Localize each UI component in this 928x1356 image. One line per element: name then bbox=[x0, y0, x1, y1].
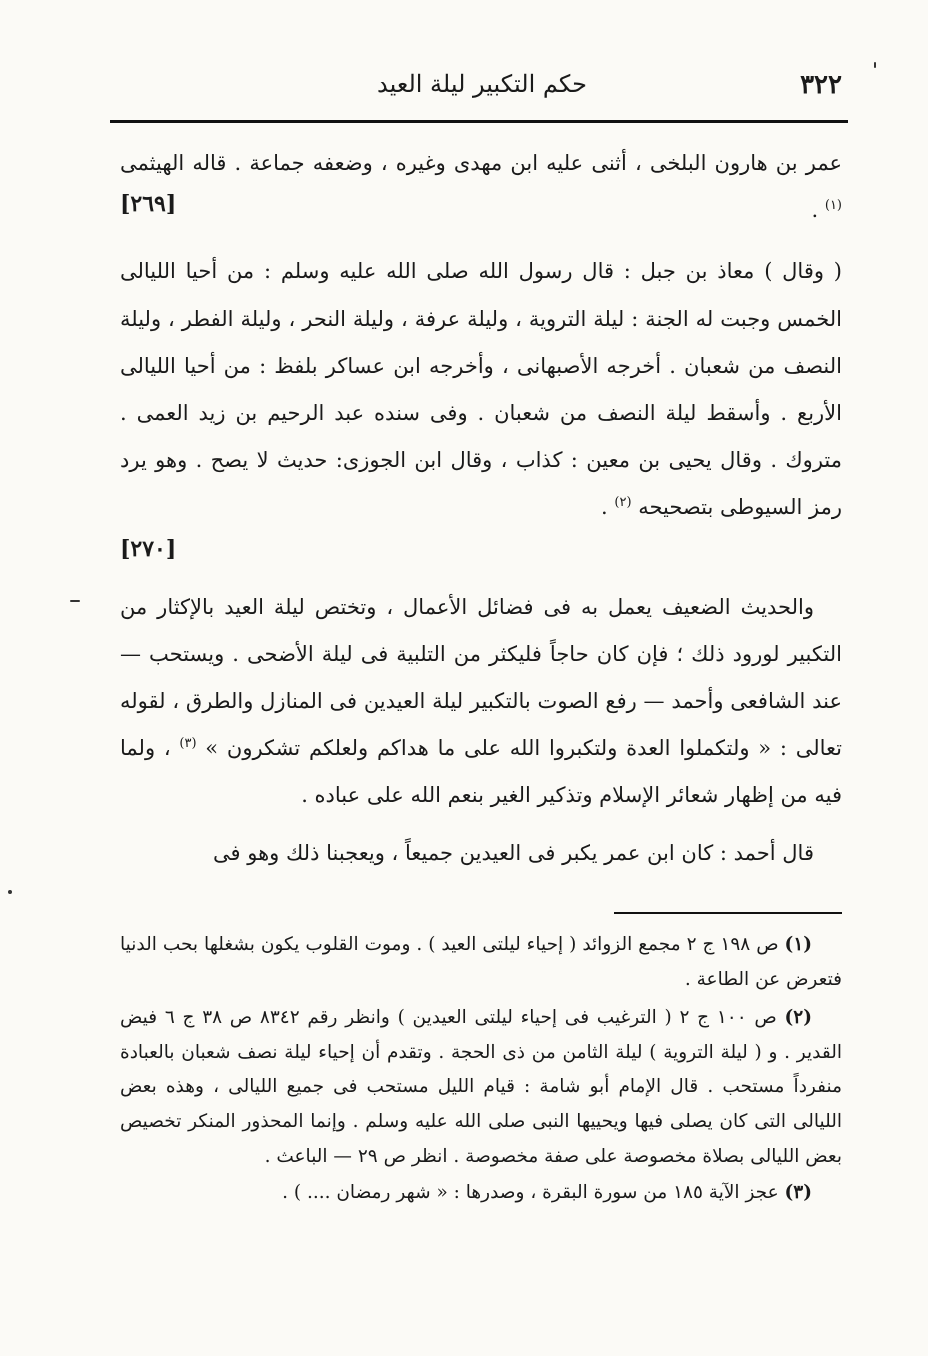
footnote-marker: (١) bbox=[824, 198, 842, 214]
main-text bbox=[120, 140, 842, 877]
footnote-text: ص ١٩٨ ج ٢ مجمع الزوائد ( إحياء ليلتى العيد ) . وموت القلوب يكون بشغلها بحب الدنيا فتعرض عن الطاعة . bbox=[120, 934, 842, 990]
footnote-1 bbox=[120, 928, 842, 997]
hadith-reference-number: [٢٧٠] bbox=[120, 535, 177, 562]
footnote-2 bbox=[120, 1001, 842, 1174]
paragraph-text: قال أحمد : كان ابن عمر يكبر فى العيدين جميعاً ، ويعجبنا ذلك وهو فى bbox=[213, 840, 814, 865]
footnote-text: ص ١٠٠ ج ٢ ( الترغيب فى إحياء ليلتى العيدين ) وانظر رقم ٨٣٤٢ ص ٣٨ ج ٦ فيض القدير . و ( ليلة التروية ) ليلة الثامن من ذى الحجة . وتقدم أن إحياء ليلة نصف شعبان بالعبادة منفرداً مستحب . قال الإمام أبو شامة : قيام الليل مستحب فى جميع الليالى ، وهذه بعض الليالى التى كان يصلى فيها ويحييها النبى صلى الله عليه وسلم . وإنما المحذور المنكر تخصيص بعض الليالى بصلاة مخصوصة على صفة مخصوصة . انظر ص ٢٩ — الباعث . bbox=[120, 1007, 842, 1167]
footnote-text: عجز الآية ١٨٥ من سورة البقرة ، وصدرها : « شهر رمضان .... ) . bbox=[282, 1182, 779, 1204]
scan-speck bbox=[8, 890, 12, 894]
paragraph-2 bbox=[120, 248, 842, 565]
footnote-marker: (٢) bbox=[614, 495, 632, 511]
paragraph-text: والحديث الضعيف يعمل به فى فضائل الأعمال ، وتختص ليلة العيد بالإكثار من التكبير لورود ذلك ؛ فإن كان حاجاً فليكثر من التلبية فى ليلة الأضحى . ويستحب — عند الشافعى وأحمد — رفع الصوت بالتكبير ليلة العيدين فى المنازل والطرق ، لقوله تعالى : « ولتكملوا العدة ولتكبروا الله على ما هداكم ولعلكم تشكرون » bbox=[120, 594, 842, 761]
footnote-number: (٣) bbox=[784, 1182, 812, 1204]
paragraph-end: . bbox=[811, 198, 819, 223]
paragraph-end: . bbox=[601, 495, 608, 520]
scan-speck bbox=[70, 600, 80, 602]
paragraph-3 bbox=[120, 584, 842, 820]
paragraph-1 bbox=[120, 140, 842, 234]
paragraph-text: عمر بن هارون البلخى ، أثنى عليه ابن مهدى وغيره ، وضعفه جماعة . قاله الهيثمى bbox=[120, 151, 842, 175]
footnote-3 bbox=[120, 1176, 842, 1211]
header-rule bbox=[110, 120, 848, 123]
paragraph-end: ، ولما فيه من إظهار شعائر الإسلام وتذكير الغير بنعم الله على عباده . bbox=[120, 736, 842, 808]
paragraph-4 bbox=[120, 830, 842, 877]
running-title: حكم التكبير ليلة العيد bbox=[377, 70, 587, 98]
footnote-number: (١) bbox=[784, 934, 813, 955]
footnote-rule bbox=[614, 912, 842, 914]
paragraph-text: ( وقال ) معاذ بن جبل : قال رسول الله صلى الله عليه وسلم : من أحيا الليالى الخمس وجبت له الجنة : ليلة التروية ، وليلة عرفة ، وليلة النحر ، وليلة الفطر ، وليلة النصف من شعبان . أخرجه الأصبهانى ، وأخرجه ابن عساكر بلفظ : من أحيا الليالى الأربع . وأسقط ليلة النصف من شعبان . وفى سنده عبد الرحيم بن زيد العمى . متروك . وقال يحيى بن معين : كذاب ، وقال ابن الجوزى: حديث لا يصح . وهو يرد رمز السيوطى بتصحيحه bbox=[120, 259, 842, 520]
footnotes bbox=[120, 928, 842, 1211]
footnote-number: (٢) bbox=[784, 1007, 812, 1029]
footnote-marker: (٣) bbox=[179, 736, 197, 752]
hadith-reference-number: [٢٦٩] bbox=[120, 191, 177, 218]
scan-speck bbox=[874, 62, 876, 68]
page-header bbox=[122, 70, 842, 110]
page-number: ٣٢٢ bbox=[800, 70, 842, 100]
